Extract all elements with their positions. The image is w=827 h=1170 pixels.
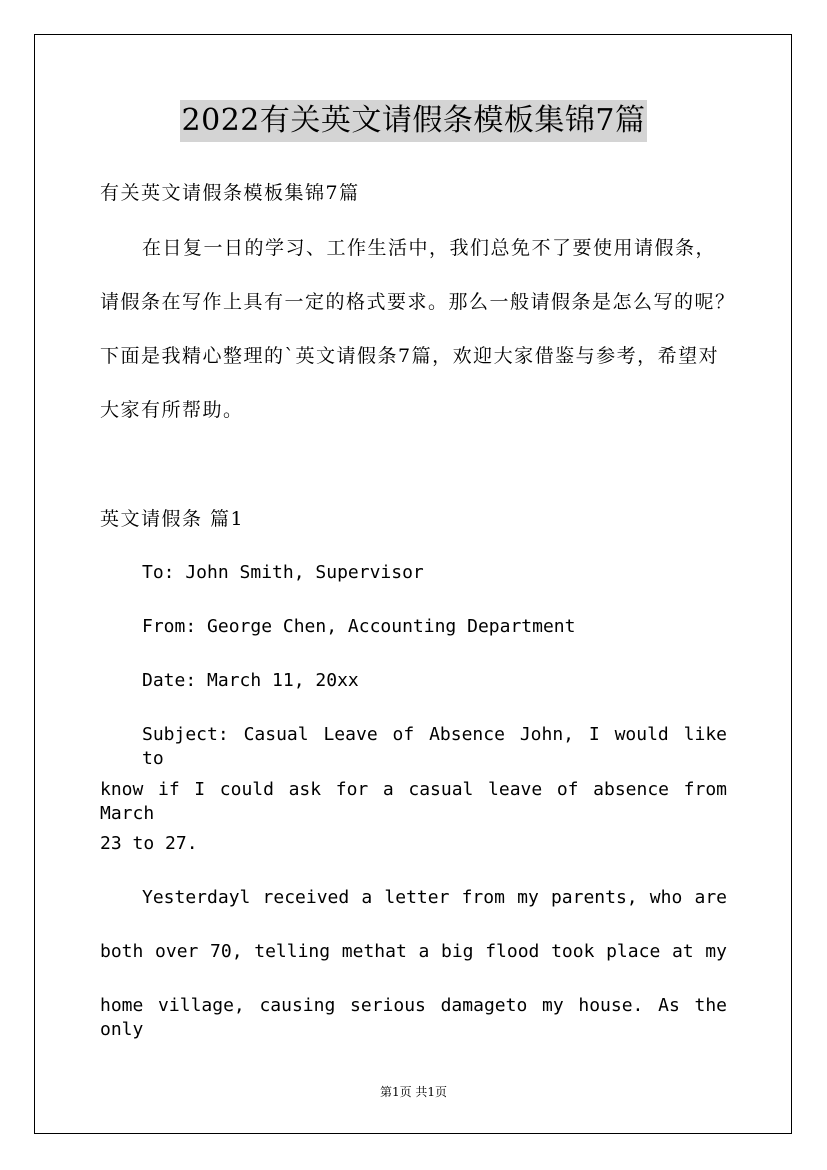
title-container <box>0 100 827 142</box>
intro-line-1: 在日复一日的学习、工作生活中，我们总免不了要使用请假条， <box>142 237 717 259</box>
section-heading: 英文请假条 篇1 <box>100 508 245 530</box>
body-line-3: 23 to 27. <box>100 833 198 854</box>
body-line-4: Yesterdayl received a letter from my parents, who are <box>142 887 727 908</box>
document-title: 2022有关英文请假条模板集锦7篇 <box>180 100 648 142</box>
body-line-2: know if I could ask for a casual leave of absence from March <box>100 779 727 824</box>
body-line-5: both over 70, telling methat a big flood took place at my <box>100 941 727 962</box>
document-subtitle: 有关英文请假条模板集锦7篇 <box>100 182 360 204</box>
body-line-1: Subject: Casual Leave of Absence John, I would like to <box>142 724 727 769</box>
memo-date: Date: March 11, 20xx <box>142 670 359 691</box>
memo-from: From: George Chen, Accounting Department <box>142 616 576 637</box>
intro-line-3: 下面是我精心整理的`英文请假条7篇，欢迎大家借鉴与参考，希望对 <box>100 345 720 367</box>
intro-line-4: 大家有所帮助。 <box>100 399 244 421</box>
body-line-6: home village, causing serious damageto my house. As the only <box>100 995 727 1040</box>
memo-to: To: John Smith, Supervisor <box>142 562 424 583</box>
page-footer: 第1页 共1页 <box>379 1085 448 1099</box>
intro-line-2: 请假条在写作上具有一定的格式要求。那么一般请假条是怎么写的呢？ <box>100 291 736 313</box>
